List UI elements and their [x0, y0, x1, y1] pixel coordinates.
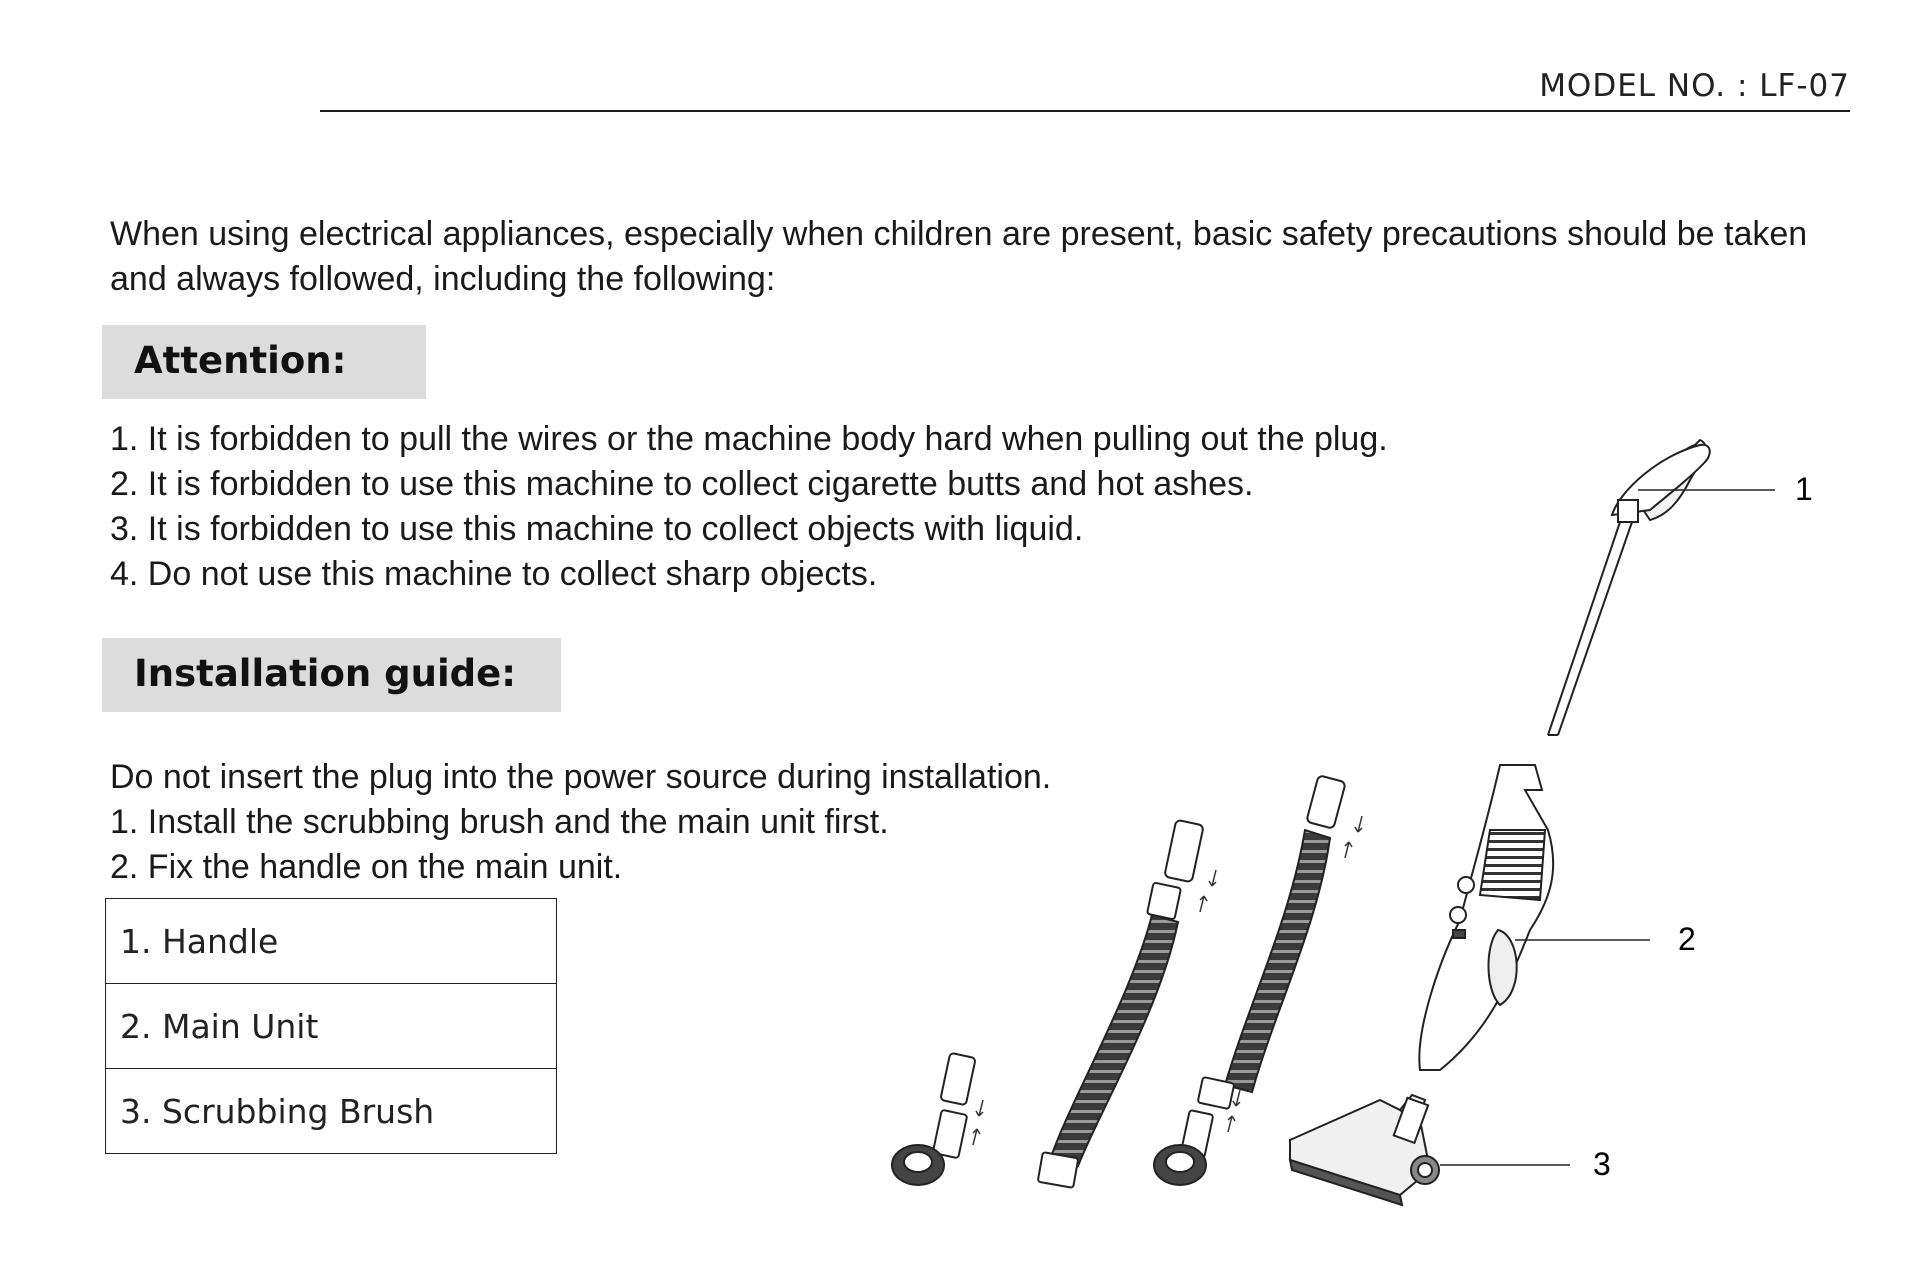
assembly-arrows-icon: [973, 1100, 983, 1145]
attention-item: 1. It is forbidden to pull the wires or the machine body hard when pulling out the plug.: [110, 420, 1388, 458]
attention-heading: Attention:: [134, 339, 347, 382]
assembly-arrows-icon: [1200, 870, 1216, 912]
attention-item: 2. It is forbidden to use this machine to collect cigarette butts and hot ashes.: [110, 465, 1254, 503]
handle-part-illustration: [1548, 440, 1710, 735]
main-unit-illustration: [1419, 765, 1553, 1070]
parts-table-cell: 3. Scrubbing Brush: [106, 1069, 557, 1154]
extension-hose-illustration: [1038, 820, 1204, 1188]
round-brush-accessory-illustration: [892, 1053, 976, 1185]
installation-item: Do not insert the plug into the power source during installation.: [110, 758, 1052, 796]
model-number: MODEL NO. : LF-07: [1539, 68, 1850, 104]
callout-label-3: 3: [1593, 1146, 1611, 1182]
scrubbing-brush-illustration: [1290, 1095, 1439, 1205]
attention-item: 3. It is forbidden to use this machine to collect objects with liquid.: [110, 510, 1084, 548]
installation-item: 1. Install the scrubbing brush and the main unit first.: [110, 803, 889, 841]
callout-label-1: 1: [1795, 471, 1813, 507]
installation-heading: Installation guide:: [134, 652, 517, 695]
attention-item: 4. Do not use this machine to collect sharp objects.: [110, 555, 878, 593]
installation-item: 2. Fix the handle on the main unit.: [110, 848, 623, 886]
intro-paragraph: When using electrical appliances, especially when children are present, basic safety precautions should be taken and always followed, including the following:: [110, 215, 1808, 298]
parts-table-cell: 2. Main Unit: [106, 984, 557, 1069]
parts-table-cell: 1. Handle: [106, 899, 557, 984]
callout-label-2: 2: [1678, 921, 1696, 957]
